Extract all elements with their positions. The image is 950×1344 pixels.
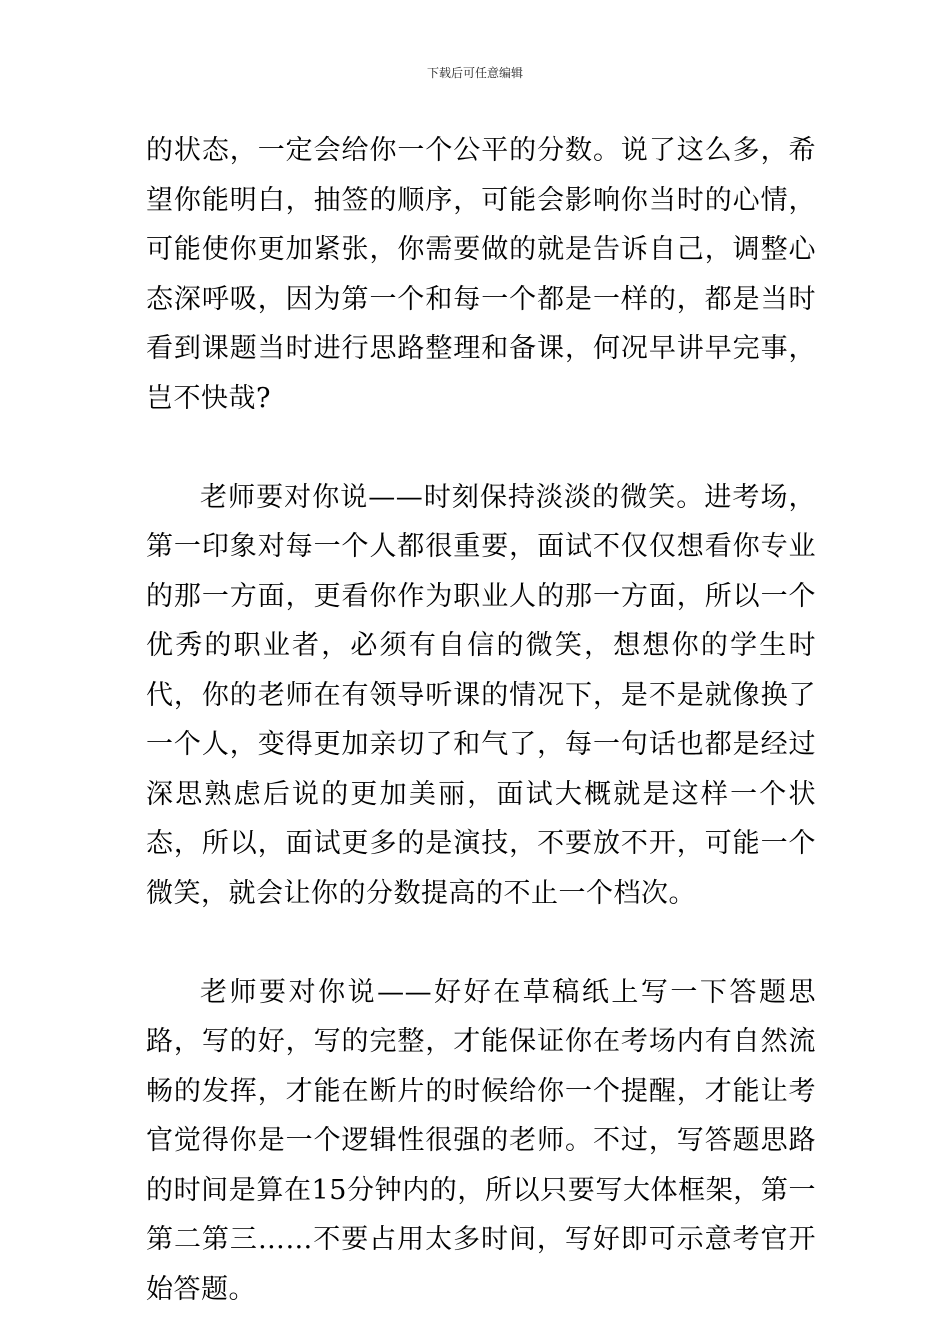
paragraph-spacer [146, 918, 816, 968]
page-header: 下载后可任意编辑 [426, 66, 523, 80]
paragraph-draft-advice: 老师要对你说——好好在草稿纸上写一下答题思路，写的好，写的完整，才能保证你在考场内有自然流畅的发挥，才能在断片的时候给你一个提醒，才能让考官觉得你是一个逻辑性很强的老师。不过，写答题思路的时间是算在15分钟内的，所以只要写大体框架，第一第二第三……不要占用太多时间，写好即可示意考官开始答题。 [146, 976, 816, 1305]
document-body [146, 126, 816, 1314]
paragraph-smile-advice: 老师要对你说——时刻保持淡淡的微笑。进考场，第一印象对每一个人都很重要，面试不仅仅想看你专业的那一方面，更看你作为职业人的那一方面，所以一个优秀的职业者，必须有自信的微笑，想想你的学生时代，你的老师在有领导听课的情况下，是不是就像换了一个人，变得更加亲切了和气了，每一句话也都是经过深思熟虑后说的更加美丽，面试大概就是这样一个状态，所以，面试更多的是演技，不要放不开，可能一个微笑，就会让你的分数提高的不止一个档次。 [146, 481, 816, 909]
paragraph-continuation: 的状态，一定会给你一个公平的分数。说了这么多，希望你能明白，抽签的顺序，可能会影响你当时的心情，可能使你更加紧张，你需要做的就是告诉自己，调整心态深呼吸，因为第一个和每一个都是一样的，都是当时看到课题当时进行思路整理和备课，何况早讲早完事，岂不快哉? [146, 135, 816, 414]
paragraph-spacer [146, 423, 816, 473]
